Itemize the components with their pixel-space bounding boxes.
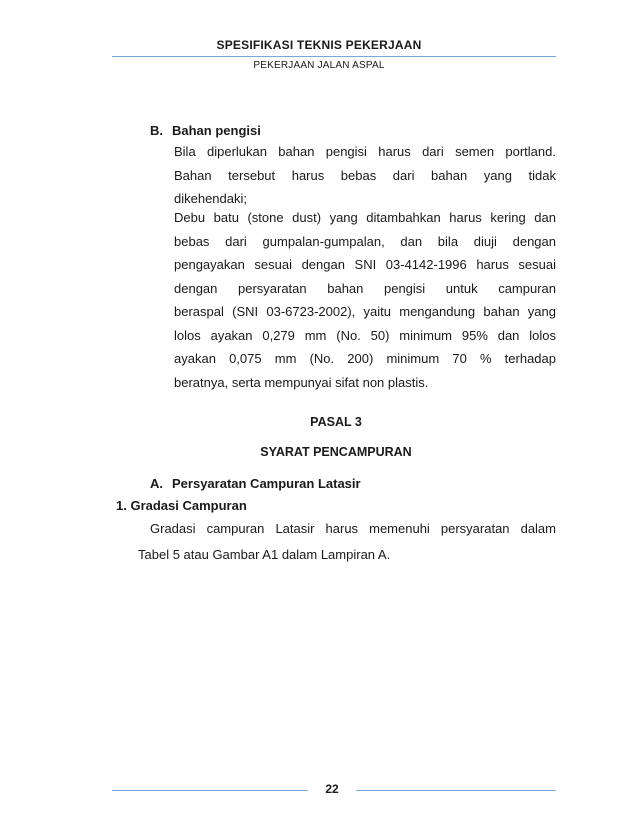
section-a-title: Persyaratan Campuran Latasir [172,476,361,491]
paragraph-line: Bahan tersebut harus bebas dari bahan yang tidak [174,167,556,183]
section-b-title: Bahan pengisi [172,123,261,138]
page-number: 22 [325,782,339,796]
paragraph-line: ayakan 0,075 mm (No. 200) minimum 70 % terhadap [174,351,556,366]
paragraph-line: beratnya, serta mempunyai sifat non plastis. [174,374,429,390]
paragraph-line: Gradasi campuran Latasir harus memenuhi persyaratan dalam [150,521,556,536]
paragraph-line: beraspal (SNI 03-6723-2002), yaitu mengandung bahan yang [174,304,556,319]
section-1-paragraph [138,516,556,568]
paragraph-line: pengayakan sesuai dengan SNI 03-4142-1996 harus sesuai [174,257,556,272]
section-a-number: A. [150,476,163,491]
footer-divider-right [356,790,556,791]
section-b-paragraph-2 [174,206,556,394]
section-b-heading [150,123,261,138]
header-subtitle: PEKERJAAN JALAN ASPAL [253,60,385,71]
paragraph-line: dengan persyaratan bahan pengisi untuk campuran [174,280,556,296]
paragraph-line: lolos ayakan 0,279 mm (No. 50) minimum 95% dan lolos [174,327,556,343]
pasal-title: PASAL 3 [310,415,362,429]
section-a-heading [150,476,361,491]
paragraph-line: dikehendaki; [174,191,247,206]
footer-divider-left [112,790,308,791]
pasal-subtitle: SYARAT PENCAMPURAN [260,445,412,459]
section-b-number: B. [150,123,163,138]
paragraph-line: bebas dari gumpalan-gumpalan, dan bila diuji dengan [174,233,556,249]
header-title: SPESIFIKASI TEKNIS PEKERJAAN [216,38,422,52]
paragraph-line: Debu batu (stone dust) yang ditambahkan harus kering dan [174,210,556,225]
paragraph-line: Tabel 5 atau Gambar A1 dalam Lampiran A. [138,547,391,562]
section-1-heading: 1. Gradasi Campuran [116,498,247,513]
section-b-paragraph-1 [174,140,556,211]
paragraph-line: Bila diperlukan bahan pengisi harus dari semen portland. [174,144,556,159]
header-divider [112,56,556,57]
